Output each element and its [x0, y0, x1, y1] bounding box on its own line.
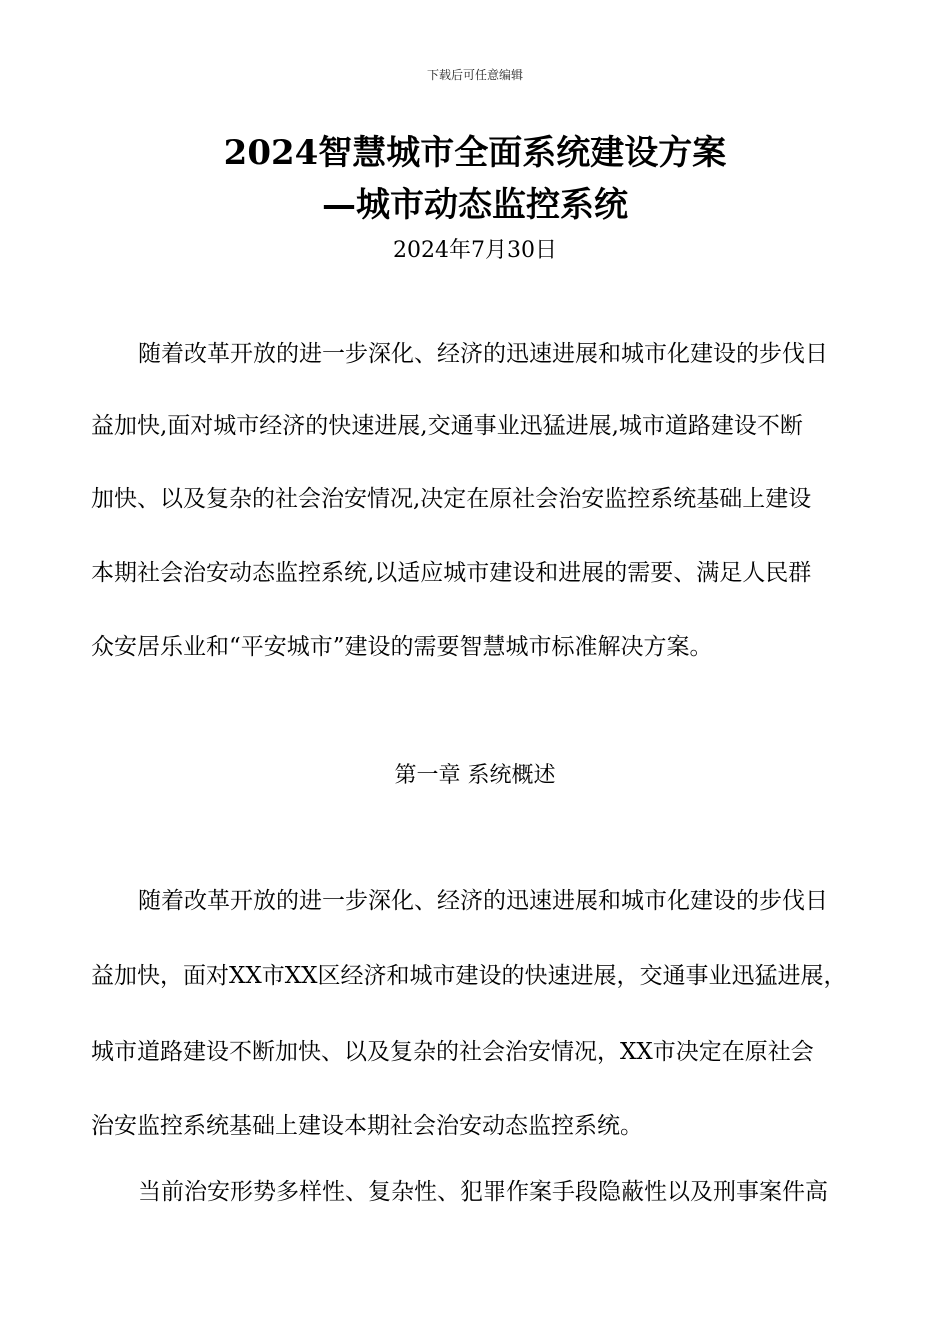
paragraph-line: 随着改革开放的进一步深化、经济的迅速进展和城市化建设的步伐日 — [138, 341, 828, 367]
document-date: 2024年7月30日 — [393, 238, 557, 263]
paragraph-line: 城市道路建设不断加快、以及复杂的社会治安情况，XX市决定在原社会 — [91, 1039, 814, 1065]
paragraph-line: 治安监控系统基础上建设本期社会治安动态监控系统。 — [91, 1113, 643, 1139]
paragraph-line: 本期社会治安动态监控系统,以适应城市建设和进展的需要、满足人民群 — [91, 560, 812, 586]
paragraph-line: 益加快,面对城市经济的快速进展,交通事业迅猛进展,城市道路建设不断 — [91, 413, 803, 439]
chapter-heading: 第一章 系统概述 — [394, 763, 556, 788]
document-title-line-2: —城市动态监控系统 — [322, 185, 628, 225]
paragraph-line: 众安居乐业和“平安城市”建设的需要智慧城市标准解决方案。 — [91, 634, 713, 660]
paragraph-line: 随着改革开放的进一步深化、经济的迅速进展和城市化建设的步伐日 — [138, 888, 828, 914]
paragraph-line: 加快、以及复杂的社会治安情况,决定在原社会治安监控系统基础上建设 — [91, 486, 812, 512]
paragraph-line: 当前治安形势多样性、复杂性、犯罪作案手段隐蔽性以及刑事案件高 — [138, 1179, 828, 1205]
document-title-line-1: 2024智慧城市全面系统建设方案 — [223, 133, 727, 173]
header-note: 下载后可任意编辑 — [426, 68, 523, 82]
paragraph-line: 益加快，面对XX市XX区经济和城市建设的快速进展，交通事业迅猛进展， — [91, 963, 847, 989]
